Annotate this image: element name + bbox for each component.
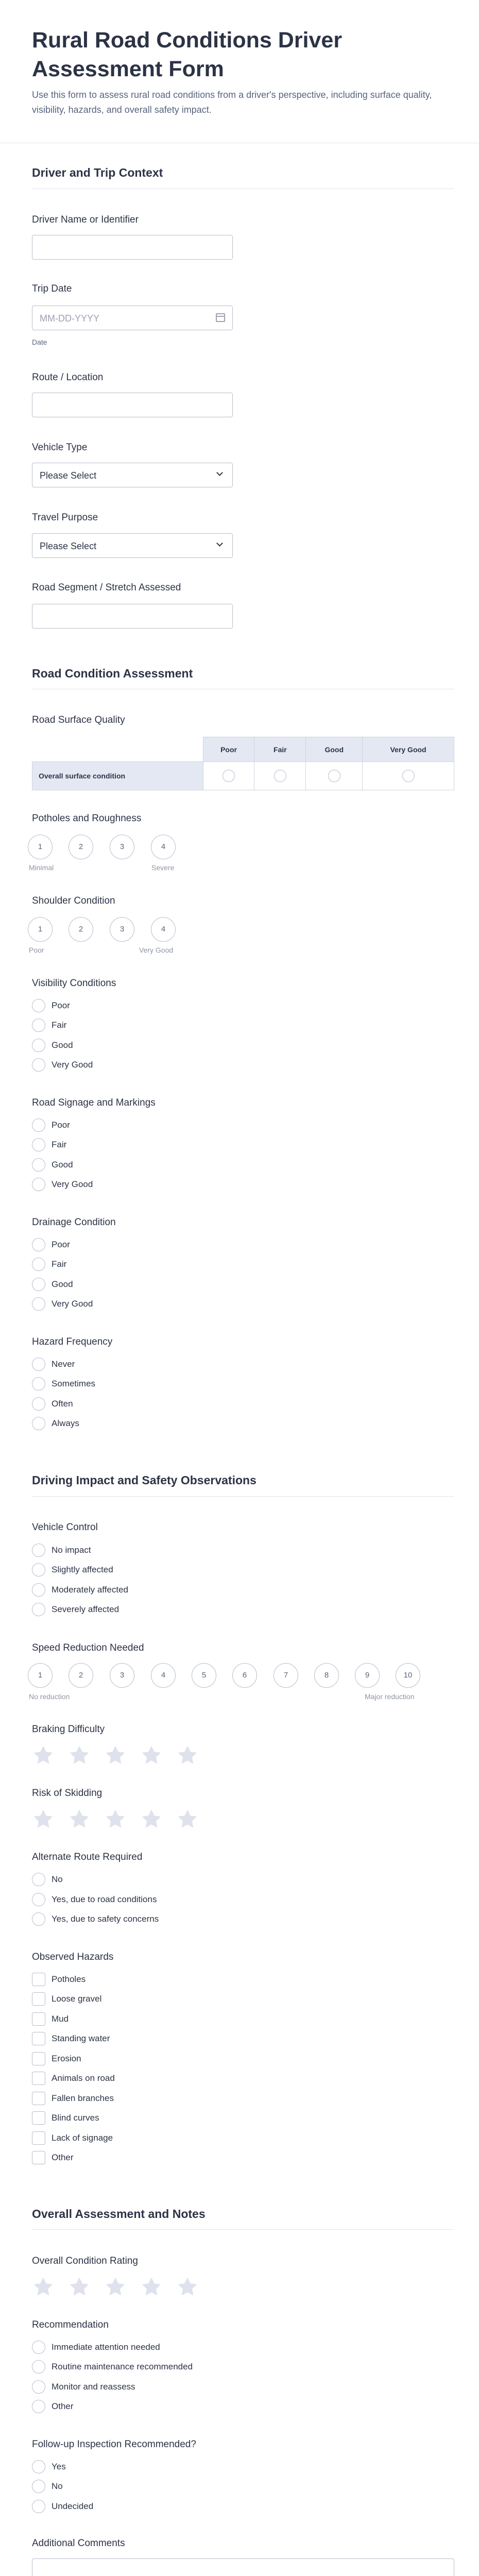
road-segment-label: Road Segment / Stretch Assessed bbox=[32, 582, 181, 593]
shoulder-scale-2[interactable]: 2 bbox=[69, 917, 93, 942]
radio-button[interactable] bbox=[32, 1544, 45, 1557]
star-icon[interactable] bbox=[68, 1744, 91, 1766]
star-icon[interactable] bbox=[104, 1808, 127, 1830]
speed-scale-4[interactable]: 4 bbox=[151, 1663, 176, 1688]
hazard-frequency-option[interactable] bbox=[32, 1357, 75, 1371]
star-icon[interactable] bbox=[68, 2276, 91, 2298]
route-input[interactable] bbox=[32, 393, 233, 417]
option-text: Blind curves bbox=[52, 2113, 99, 2123]
option-text: No bbox=[52, 1874, 63, 1884]
recommendation-option[interactable] bbox=[32, 2380, 135, 2394]
skidding-risk-label: Risk of Skidding bbox=[32, 1788, 102, 1799]
radio-button[interactable] bbox=[32, 1893, 45, 1906]
star-icon[interactable] bbox=[68, 1808, 91, 1830]
option-text: Erosion bbox=[52, 2054, 81, 2063]
radio-button[interactable] bbox=[32, 2380, 45, 2394]
option-text: Poor bbox=[52, 1120, 70, 1130]
hazard-frequency-option[interactable] bbox=[32, 1416, 79, 1431]
signage-option[interactable] bbox=[32, 1138, 66, 1152]
speed-scale-9[interactable]: 9 bbox=[355, 1663, 380, 1688]
hazard-checkbox-option[interactable] bbox=[32, 2012, 69, 2026]
star-icon[interactable] bbox=[140, 2276, 163, 2298]
radio-button[interactable] bbox=[32, 1912, 45, 1926]
radio-button[interactable] bbox=[32, 1158, 45, 1172]
braking-difficulty-stars bbox=[32, 1744, 212, 1766]
option-text: Fair bbox=[52, 1020, 67, 1030]
star-icon[interactable] bbox=[32, 1744, 55, 1766]
option-text: Severely affected bbox=[52, 1604, 119, 1614]
radio-button[interactable] bbox=[32, 1178, 45, 1191]
alternate-route-option[interactable] bbox=[32, 1912, 159, 1926]
drainage-option[interactable] bbox=[32, 1297, 93, 1311]
recommendation-option[interactable] bbox=[32, 2360, 193, 2374]
visibility-option[interactable] bbox=[32, 998, 70, 1013]
hazard-checkbox-option[interactable] bbox=[32, 1992, 101, 2006]
shoulder-max-label: Very Good bbox=[139, 946, 174, 954]
potholes-max-label: Severe bbox=[151, 863, 175, 872]
road-surface-label: Road Surface Quality bbox=[32, 715, 125, 725]
star-icon[interactable] bbox=[176, 1808, 199, 1830]
matrix-col-poor: Poor bbox=[203, 737, 254, 762]
hazard-checkbox-option[interactable] bbox=[32, 2091, 114, 2106]
section-driving-impact: Driving Impact and Safety Observations bbox=[32, 1473, 256, 1487]
matrix-radio-good[interactable] bbox=[328, 770, 340, 782]
option-text: Undecided bbox=[52, 2501, 94, 2511]
checkbox[interactable] bbox=[32, 1973, 45, 1986]
option-text: Very Good bbox=[52, 1060, 93, 1070]
section-road-condition: Road Condition Assessment bbox=[32, 667, 193, 680]
radio-button[interactable] bbox=[32, 1358, 45, 1371]
drainage-label: Drainage Condition bbox=[32, 1217, 116, 1228]
option-text: Moderately affected bbox=[52, 1585, 128, 1595]
hazard-checkbox-option[interactable] bbox=[32, 2111, 99, 2125]
form-description: Use this form to assess rural road conditions from a driver's perspective, including surface quality, visibility, hazards, and overall safety impact. bbox=[32, 90, 432, 115]
speed-reduction-label: Speed Reduction Needed bbox=[32, 1642, 144, 1653]
star-icon[interactable] bbox=[140, 1808, 163, 1830]
radio-button[interactable] bbox=[32, 1583, 45, 1597]
alternate-route-option[interactable] bbox=[32, 1892, 157, 1907]
skidding-risk-stars bbox=[32, 1808, 212, 1830]
form-title: Rural Road Conditions Driver Assessment Form bbox=[32, 28, 343, 81]
shoulder-scale-3[interactable]: 3 bbox=[110, 917, 134, 942]
hazard-frequency-option[interactable] bbox=[32, 1397, 73, 1411]
radio-button[interactable] bbox=[32, 1603, 45, 1616]
option-text: Monitor and reassess bbox=[52, 2382, 135, 2392]
section-overall: Overall Assessment and Notes bbox=[32, 2207, 206, 2221]
trip-date-placeholder: MM-DD-YYYY bbox=[40, 313, 99, 324]
option-text: Other bbox=[52, 2401, 74, 2411]
travel-purpose-label: Travel Purpose bbox=[32, 512, 98, 523]
star-icon[interactable] bbox=[176, 2276, 199, 2298]
driver-name-input[interactable] bbox=[32, 235, 233, 260]
option-text: Fallen branches bbox=[52, 2093, 114, 2103]
braking-difficulty-label: Braking Difficulty bbox=[32, 1724, 105, 1735]
vehicle-type-value: Please Select bbox=[40, 470, 97, 481]
follow-up-option[interactable] bbox=[32, 2479, 63, 2494]
option-text: Yes bbox=[52, 2462, 66, 2471]
trip-date-input[interactable] bbox=[32, 306, 233, 330]
option-text: Loose gravel bbox=[52, 1994, 102, 2004]
alternate-route-option[interactable] bbox=[32, 1872, 63, 1887]
matrix-radio-fair[interactable] bbox=[274, 770, 286, 782]
follow-up-option[interactable] bbox=[32, 2460, 66, 2474]
hazard-checkbox-option[interactable] bbox=[32, 1972, 85, 1987]
road-segment-input[interactable] bbox=[32, 604, 233, 629]
trip-date-label: Trip Date bbox=[32, 283, 72, 294]
speed-scale-10[interactable]: 10 bbox=[396, 1663, 420, 1688]
radio-button[interactable] bbox=[32, 1039, 45, 1052]
option-text: Standing water bbox=[52, 2033, 110, 2043]
overall-rating-stars bbox=[32, 2276, 212, 2298]
matrix-col-good: Good bbox=[306, 737, 363, 762]
driver-name-label: Driver Name or Identifier bbox=[32, 214, 139, 225]
trip-date-sublabel: Date bbox=[32, 338, 47, 346]
matrix-radio-very-good[interactable] bbox=[402, 770, 415, 782]
speed-scale-8[interactable]: 8 bbox=[314, 1663, 339, 1688]
radio-button[interactable] bbox=[32, 1019, 45, 1032]
star-icon[interactable] bbox=[104, 1744, 127, 1766]
vehicle-control-label: Vehicle Control bbox=[32, 1522, 98, 1533]
option-text: Potholes bbox=[52, 1974, 86, 1984]
radio-button[interactable] bbox=[32, 1118, 45, 1132]
calendar-icon[interactable] bbox=[216, 313, 225, 322]
matrix-corner bbox=[32, 737, 203, 762]
potholes-scale-2[interactable]: 2 bbox=[69, 835, 93, 859]
form-header bbox=[0, 0, 479, 143]
hazard-checkbox-option[interactable] bbox=[32, 2031, 110, 2046]
option-text: No impact bbox=[52, 1545, 91, 1555]
checkbox[interactable] bbox=[32, 1992, 45, 2006]
section-driver-trip: Driver and Trip Context bbox=[32, 166, 163, 179]
option-text: Routine maintenance recommended bbox=[52, 2362, 193, 2371]
potholes-label: Potholes and Roughness bbox=[32, 813, 142, 824]
follow-up-option[interactable] bbox=[32, 2499, 93, 2514]
option-text: Animals on road bbox=[52, 2073, 115, 2083]
hazard-checkbox-option[interactable] bbox=[32, 2150, 74, 2165]
matrix-col-very-good: Very Good bbox=[363, 737, 454, 762]
hazard-frequency-label: Hazard Frequency bbox=[32, 1336, 113, 1347]
option-text: Mud bbox=[52, 2014, 69, 2024]
travel-purpose-select[interactable] bbox=[32, 533, 233, 558]
checkbox[interactable] bbox=[32, 2032, 45, 2045]
visibility-option[interactable] bbox=[32, 1038, 73, 1053]
checkbox[interactable] bbox=[32, 2012, 45, 2026]
recommendation-label: Recommendation bbox=[32, 2319, 109, 2330]
option-text: Fair bbox=[52, 1140, 67, 1149]
vehicle-control-option[interactable] bbox=[32, 1563, 113, 1577]
vehicle-control-option[interactable] bbox=[32, 1543, 91, 1557]
option-text: Other bbox=[52, 2153, 74, 2162]
comments-textarea[interactable] bbox=[32, 2558, 454, 2576]
drainage-option[interactable] bbox=[32, 1257, 66, 1272]
option-text: Poor bbox=[52, 1001, 70, 1010]
radio-button[interactable] bbox=[32, 1238, 45, 1251]
radio-button[interactable] bbox=[32, 1563, 45, 1577]
hazard-checkbox-option[interactable] bbox=[32, 2052, 81, 2066]
vehicle-control-option[interactable] bbox=[32, 1583, 128, 1597]
hazard-checkbox-option[interactable] bbox=[32, 2071, 115, 2086]
route-label: Route / Location bbox=[32, 372, 104, 383]
radio-button[interactable] bbox=[32, 999, 45, 1012]
vehicle-control-option[interactable] bbox=[32, 1602, 119, 1617]
matrix-row-label: Overall surface condition bbox=[32, 762, 203, 790]
star-icon[interactable] bbox=[32, 1808, 55, 1830]
checkbox[interactable] bbox=[32, 2151, 45, 2164]
radio-button[interactable] bbox=[32, 1377, 45, 1391]
radio-button[interactable] bbox=[32, 1278, 45, 1291]
radio-button[interactable] bbox=[32, 1397, 45, 1411]
visibility-label: Visibility Conditions bbox=[32, 978, 116, 989]
radio-button[interactable] bbox=[32, 1417, 45, 1430]
speed-scale-1[interactable]: 1 bbox=[28, 1663, 53, 1688]
potholes-scale-1[interactable]: 1 bbox=[28, 835, 53, 859]
chevron-down-icon bbox=[216, 469, 223, 476]
option-text: Good bbox=[52, 1040, 73, 1050]
matrix-col-fair: Fair bbox=[254, 737, 306, 762]
option-text: Poor bbox=[52, 1240, 70, 1249]
option-text: No bbox=[52, 2481, 63, 2491]
shoulder-scale-1[interactable]: 1 bbox=[28, 917, 53, 942]
speed-scale-3[interactable]: 3 bbox=[110, 1663, 134, 1688]
travel-purpose-value: Please Select bbox=[40, 541, 97, 551]
speed-min-label: No reduction bbox=[29, 1692, 70, 1701]
signage-option[interactable] bbox=[32, 1118, 70, 1132]
star-icon[interactable] bbox=[176, 1744, 199, 1766]
option-text: Always bbox=[52, 1418, 79, 1428]
recommendation-option[interactable] bbox=[32, 2399, 74, 2414]
option-text: Good bbox=[52, 1279, 73, 1289]
radio-button[interactable] bbox=[32, 1873, 45, 1886]
radio-button[interactable] bbox=[32, 2500, 45, 2513]
section-divider bbox=[32, 1496, 454, 1497]
star-icon[interactable] bbox=[32, 2276, 55, 2298]
visibility-option[interactable] bbox=[32, 1018, 66, 1032]
radio-button[interactable] bbox=[32, 1058, 45, 1072]
speed-scale-7[interactable]: 7 bbox=[273, 1663, 298, 1688]
drainage-option[interactable] bbox=[32, 1238, 70, 1252]
potholes-min-label: Minimal bbox=[29, 863, 54, 872]
option-text: Fair bbox=[52, 1259, 67, 1269]
hazard-frequency-option[interactable] bbox=[32, 1377, 95, 1391]
shoulder-scale-4[interactable]: 4 bbox=[151, 917, 176, 942]
option-text: Very Good bbox=[52, 1299, 93, 1309]
overall-rating-label: Overall Condition Rating bbox=[32, 2256, 138, 2266]
star-icon[interactable] bbox=[140, 1744, 163, 1766]
radio-button[interactable] bbox=[32, 2360, 45, 2374]
signage-option[interactable] bbox=[32, 1177, 93, 1192]
checkbox[interactable] bbox=[32, 2092, 45, 2105]
option-text: Yes, due to safety concerns bbox=[52, 1914, 159, 1924]
recommendation-option[interactable] bbox=[32, 2340, 160, 2354]
radio-button[interactable] bbox=[32, 1258, 45, 1271]
option-text: Never bbox=[52, 1359, 75, 1369]
option-text: Yes, due to road conditions bbox=[52, 1894, 157, 1904]
vehicle-type-label: Vehicle Type bbox=[32, 442, 88, 453]
checkbox[interactable] bbox=[32, 2072, 45, 2085]
radio-button[interactable] bbox=[32, 2400, 45, 2413]
radio-button[interactable] bbox=[32, 1297, 45, 1311]
signage-option[interactable] bbox=[32, 1158, 73, 1172]
checkbox[interactable] bbox=[32, 2052, 45, 2065]
potholes-scale-4[interactable]: 4 bbox=[151, 835, 176, 859]
speed-max-label: Major reduction bbox=[365, 1692, 415, 1701]
visibility-option[interactable] bbox=[32, 1058, 93, 1072]
option-text: Good bbox=[52, 1160, 73, 1170]
option-text: Very Good bbox=[52, 1179, 93, 1189]
potholes-scale-3[interactable]: 3 bbox=[110, 835, 134, 859]
option-text: Often bbox=[52, 1399, 73, 1409]
radio-button[interactable] bbox=[32, 2460, 45, 2473]
road-surface-matrix bbox=[32, 737, 454, 790]
star-icon[interactable] bbox=[104, 2276, 127, 2298]
shoulder-label: Shoulder Condition bbox=[32, 895, 115, 906]
hazard-checkbox-option[interactable] bbox=[32, 2131, 113, 2145]
speed-scale-6[interactable]: 6 bbox=[232, 1663, 257, 1688]
comments-label: Additional Comments bbox=[32, 2538, 125, 2549]
speed-scale-5[interactable]: 5 bbox=[192, 1663, 216, 1688]
radio-button[interactable] bbox=[32, 1138, 45, 1151]
shoulder-min-label: Poor bbox=[29, 946, 44, 954]
follow-up-label: Follow-up Inspection Recommended? bbox=[32, 2439, 196, 2450]
option-text: Lack of signage bbox=[52, 2133, 113, 2143]
matrix-radio-poor[interactable] bbox=[223, 770, 235, 782]
checkbox[interactable] bbox=[32, 2111, 45, 2125]
speed-scale-2[interactable]: 2 bbox=[69, 1663, 93, 1688]
chevron-down-icon bbox=[216, 540, 223, 547]
checkbox[interactable] bbox=[32, 2131, 45, 2145]
section-divider bbox=[32, 2229, 454, 2230]
alternate-route-label: Alternate Route Required bbox=[32, 1852, 143, 1862]
observed-hazards-label: Observed Hazards bbox=[32, 1952, 114, 1962]
option-text: Immediate attention needed bbox=[52, 2342, 160, 2352]
option-text: Sometimes bbox=[52, 1379, 96, 1388]
radio-button[interactable] bbox=[32, 2480, 45, 2493]
option-text: Slightly affected bbox=[52, 1565, 113, 1574]
signage-label: Road Signage and Markings bbox=[32, 1097, 156, 1108]
drainage-option[interactable] bbox=[32, 1277, 73, 1292]
vehicle-type-select[interactable] bbox=[32, 463, 233, 487]
radio-button[interactable] bbox=[32, 2341, 45, 2354]
